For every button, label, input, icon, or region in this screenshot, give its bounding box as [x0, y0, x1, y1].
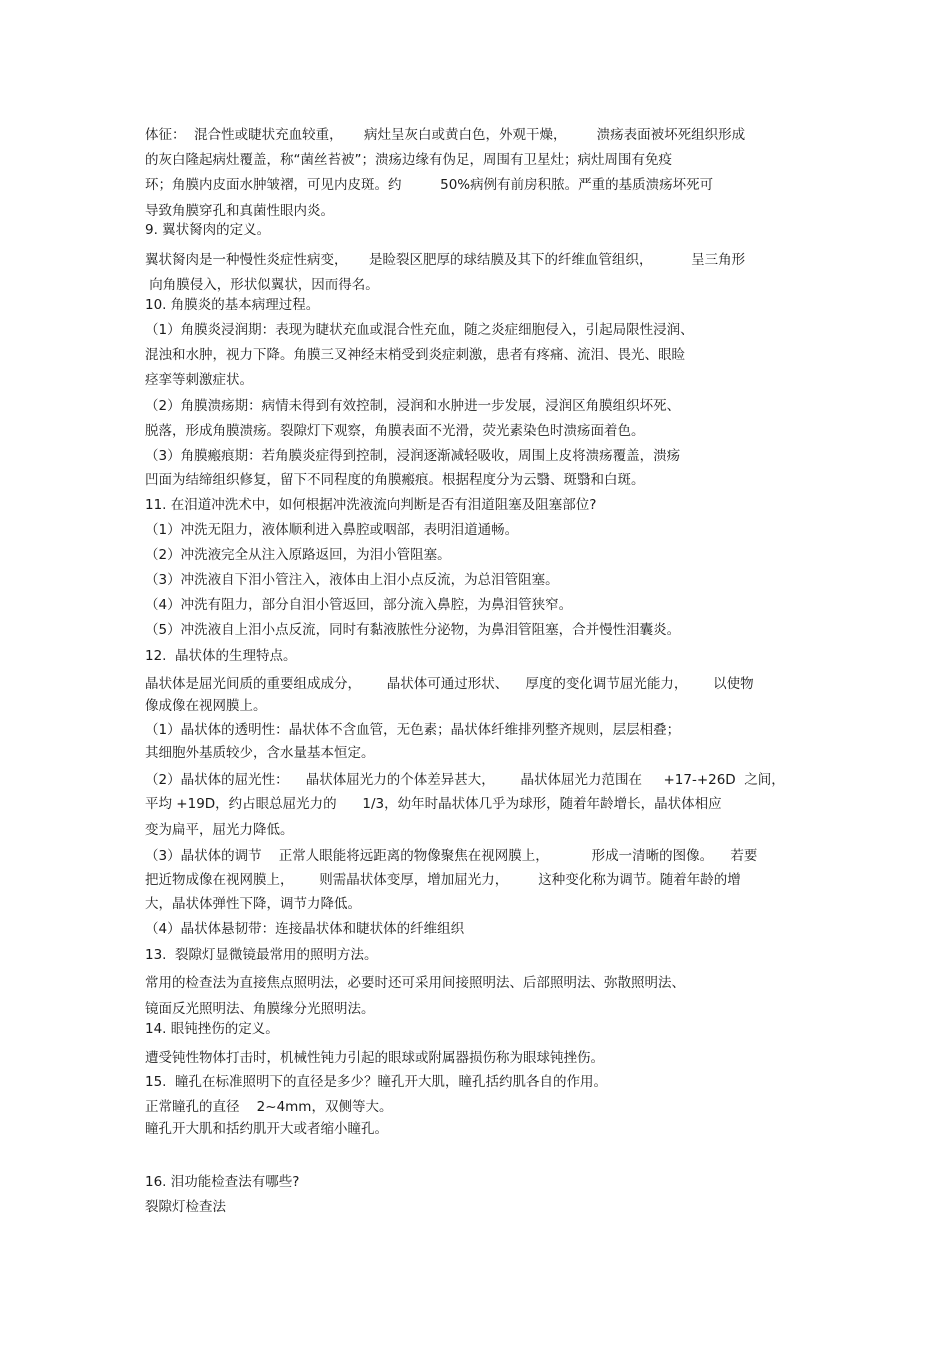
text-line: 瞳孔开大肌和括约肌开大或者缩小瞳孔。	[145, 1121, 388, 1137]
text-line: 变为扁平，屈光力降低。	[145, 822, 294, 838]
text-line: （2）冲洗液完全从注入原路返回，为泪小管阻塞。	[145, 547, 451, 563]
section-heading: 11. 在泪道冲洗术中，如何根据冲洗液流向判断是否有泪道阻塞及阻塞部位?	[145, 497, 597, 513]
text-line: （1）晶状体的透明性：晶状体不含血管，无色素；晶状体纤维排列整齐规则，层层相叠；	[145, 722, 681, 738]
text-line: 晶状体是屈光间质的重要组成成分， 晶状体可通过形状、 厚度的变化调节屈光能力， 以使物	[145, 676, 754, 692]
text-line: 体征： 混合性或睫状充血较重， 病灶呈灰白或黄白色，外观干燥， 溃疡表面被坏死组织形成	[145, 127, 746, 143]
text-line: 平均 +19D，约占眼总屈光力的 1/3，幼年时晶状体几乎为球形，随着年龄增长，晶状体相应	[145, 796, 722, 812]
section-heading: 13. 裂隙灯显微镜最常用的照明方法。	[145, 947, 378, 963]
text-line: （3）冲洗液自下泪小管注入，液体由上泪小点反流，为总泪管阻塞。	[145, 572, 559, 588]
section-heading: 12. 晶状体的生理特点。	[145, 648, 297, 664]
text-line: 向角膜侵入，形状似翼状，因而得名。	[145, 277, 379, 293]
text-line: 其细胞外基质较少，含水量基本恒定。	[145, 745, 375, 761]
section-heading: 16. 泪功能检查法有哪些?	[145, 1174, 300, 1190]
text-line: （2）晶状体的屈光性： 晶状体屈光力的个体差异甚大， 晶状体屈光力范围在 +17-+26D 之间，	[145, 772, 785, 788]
text-line: （3）晶状体的调节 正常人眼能将远距离的物像聚焦在视网膜上， 形成一清晰的图像。 若要	[145, 848, 758, 864]
section-heading: 9. 翼状胬肉的定义。	[145, 222, 271, 238]
text-line: 导致角膜穿孔和真菌性眼内炎。	[145, 203, 334, 219]
text-line: （2）角膜溃疡期：病情未得到有效控制，浸润和水肿进一步发展，浸润区角膜组织坏死、	[145, 398, 681, 414]
text-line: （3）角膜瘢痕期：若角膜炎症得到控制，浸润逐渐减轻吸收，周围上皮将溃疡覆盖，溃疡	[145, 448, 681, 464]
text-line: 常用的检查法为直接焦点照明法，必要时还可采用间接照明法、后部照明法、弥散照明法、	[145, 975, 685, 991]
text-line: 大，晶状体弹性下降，调节力降低。	[145, 896, 361, 912]
text-line: （1）角膜炎浸润期：表现为睫状充血或混合性充血，随之炎症细胞侵入，引起局限性浸润、	[145, 322, 694, 338]
section-heading: 15. 瞳孔在标准照明下的直径是多少？瞳孔开大肌，瞳孔括约肌各自的作用。	[145, 1074, 608, 1090]
text-line: （4）晶状体悬韧带：连接晶状体和睫状体的纤维组织	[145, 921, 465, 937]
text-line: 正常瞳孔的直径 2~4mm，双侧等大。	[145, 1099, 393, 1115]
text-line: 凹面为结缔组织修复，留下不同程度的角膜瘢痕。根据程度分为云翳、斑翳和白斑。	[145, 472, 645, 488]
text-line: （5）冲洗液自上泪小点反流，同时有黏液脓性分泌物，为鼻泪管阻塞，合并慢性泪囊炎。	[145, 622, 681, 638]
text-line: 环；角膜内皮面水肿皱褶，可见内皮斑。约 50%病例有前房积脓。严重的基质溃疡坏死可	[145, 177, 714, 193]
text-line: （1）冲洗无阻力，液体顺利进入鼻腔或咽部，表明泪道通畅。	[145, 522, 519, 538]
section-heading: 14. 眼钝挫伤的定义。	[145, 1021, 279, 1037]
text-line: 的灰白隆起病灶覆盖，称“菌丝苔被”；溃疡边缘有伪足，周围有卫星灶；病灶周围有免疫	[145, 152, 672, 168]
section-heading: 10. 角膜炎的基本病理过程。	[145, 297, 320, 313]
text-line: 镜面反光照明法、角膜缘分光照明法。	[145, 1001, 375, 1017]
text-line: 裂隙灯检查法	[145, 1199, 226, 1215]
text-line: 脱落，形成角膜溃疡。裂隙灯下观察，角膜表面不光滑，荧光素染色时溃疡面着色。	[145, 423, 645, 439]
text-line: 遭受钝性物体打击时，机械性钝力引起的眼球或附属器损伤称为眼球钝挫伤。	[145, 1050, 604, 1066]
text-line: 翼状胬肉是一种慢性炎症性病变， 是睑裂区肥厚的球结膜及其下的纤维血管组织， 呈三角形	[145, 252, 746, 268]
text-line: 把近物成像在视网膜上， 则需晶状体变厚，增加屈光力， 这种变化称为调节。随着年龄的增	[145, 872, 741, 888]
text-line: （4）冲洗有阻力，部分自泪小管返回，部分流入鼻腔，为鼻泪管狭窄。	[145, 597, 573, 613]
text-line: 像成像在视网膜上。	[145, 698, 267, 714]
text-line: 混浊和水肿，视力下降。角膜三叉神经末梢受到炎症刺激，患者有疼痛、流泪、畏光、眼睑	[145, 347, 685, 363]
text-line: 痉挛等刺激症状。	[145, 372, 253, 388]
